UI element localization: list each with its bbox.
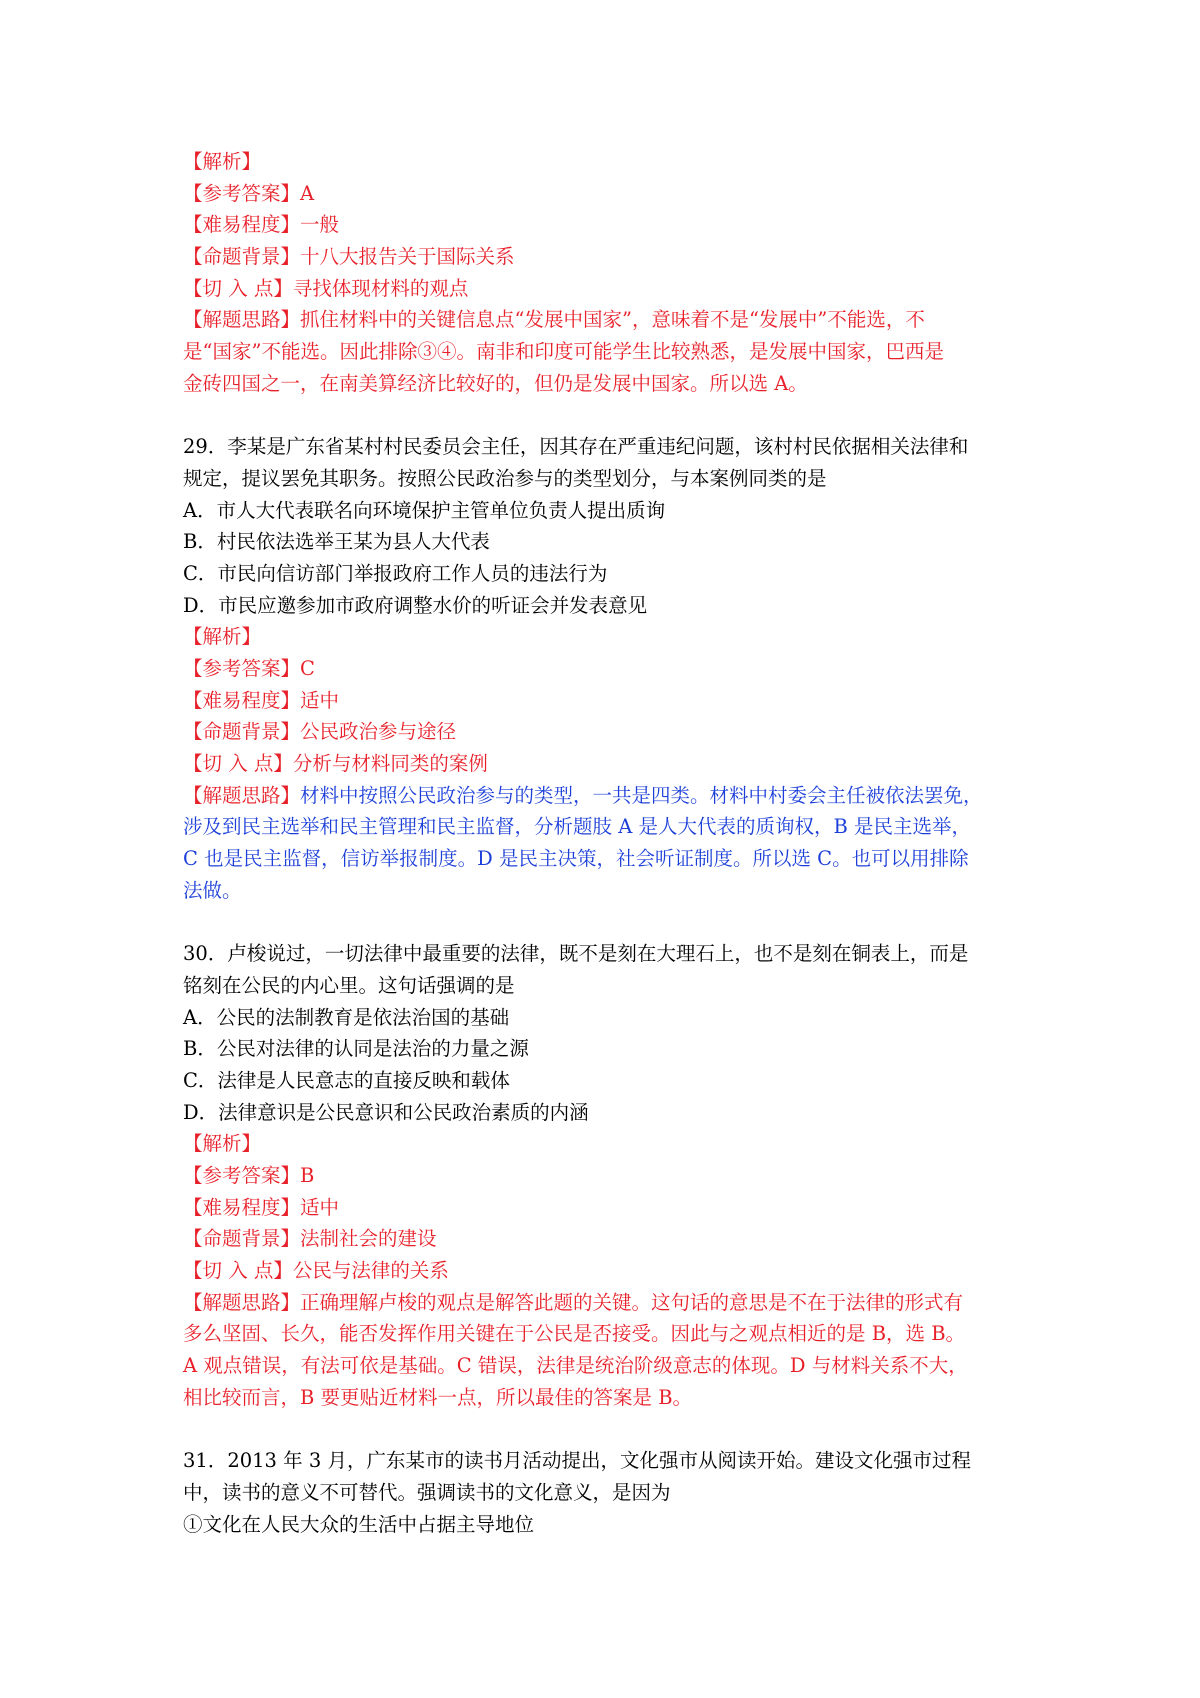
option-c: C．法律是人民意志的直接反映和载体 (183, 1068, 510, 1092)
entry-point: 【切 入 点】分析与材料同类的案例 (183, 752, 488, 776)
question-stem-line: 31．2013 年 3 月，广东某市的读书月活动提出，文化强市从阅读开始。建设文化强市过程 (183, 1449, 971, 1473)
solution-idea-line: 【解题思路】抓住材料中的关键信息点“发展中国家”，意味着不是“发展中”不能选，不 (183, 308, 925, 332)
option-b: B．公民对法律的认同是法治的力量之源 (183, 1037, 529, 1061)
question-stem-line: 30．卢梭说过，一切法律中最重要的法律，既不是刻在大理石上，也不是刻在铜表上，而是 (183, 942, 969, 966)
entry-point: 【切 入 点】寻找体现材料的观点 (183, 276, 469, 300)
entry-point: 【切 入 点】公民与法律的关系 (183, 1259, 449, 1283)
option-a: A．公民的法制教育是依法治国的基础 (183, 1005, 510, 1029)
option-b: B．村民依法选举王某为县人大代表 (183, 530, 490, 554)
reference-answer: 【参考答案】C (183, 657, 315, 680)
spacer (183, 400, 1028, 432)
document-page (183, 146, 1028, 1540)
question-30 (183, 938, 1028, 1413)
solution-idea-label: 【解题思路】 (183, 783, 301, 807)
question-stem-line: 规定，提议罢免其职务。按照公民政治参与的类型划分，与本案例同类的是 (183, 466, 827, 490)
question-31 (183, 1445, 1028, 1540)
spacer (183, 1414, 1028, 1446)
question-stem-line: 铭刻在公民的内心里。这句话强调的是 (183, 973, 515, 997)
solution-idea-line: 多么坚固、长久，能否发挥作用关键在于公民是否接受。因此与之观点相近的是 B，选 B。 (183, 1322, 966, 1346)
difficulty-level: 【难易程度】适中 (183, 688, 340, 712)
solution-idea-line: 金砖四国之一，在南美算经济比较好的，但仍是发展中国家。所以选 A。 (183, 371, 808, 395)
spacer (183, 907, 1028, 939)
question-background: 【命题背景】公民政治参与途径 (183, 720, 457, 744)
question-29 (183, 431, 1028, 906)
solution-idea-line: 涉及到民主选举和民主管理和民主监督，分析题肢 A 是人大代表的质询权，B 是民主选举， (183, 815, 972, 839)
solution-idea-line (183, 780, 1028, 812)
question-stem-line: 29．李某是广东省某村村民委员会主任，因其存在严重违纪问题，该村村民依据相关法律和 (183, 435, 969, 459)
solution-idea-line: 法做。 (183, 878, 242, 902)
solution-idea-line: C 也是民主监督，信访举报制度。D 是民主决策，社会听证制度。所以选 C。也可以用排除 (183, 847, 969, 871)
solution-idea-text: 材料中按照公民政治参与的类型，一共是四类。材料中村委会主任被依法罢免， (300, 783, 983, 807)
solution-idea-line: A 观点错误，有法可依是基础。C 错误，法律是统治阶级意志的体现。D 与材料关系不大， (183, 1354, 968, 1378)
q28-analysis-block (183, 146, 1028, 400)
question-stem-line: 中，读书的意义不可替代。强调读书的文化意义，是因为 (183, 1480, 671, 1504)
option-c: C．市民向信访部门举报政府工作人员的违法行为 (183, 561, 608, 585)
solution-idea-line: 相比较而言，B 要更贴近材料一点，所以最佳的答案是 B。 (183, 1385, 693, 1409)
analysis-heading: 【解析】 (183, 150, 262, 173)
question-background: 【命题背景】十八大报告关于国际关系 (183, 245, 515, 269)
analysis-heading: 【解析】 (183, 625, 262, 649)
solution-idea-line: 是“国家”不能选。因此排除③④。南非和印度可能学生比较熟悉，是发展中国家，巴西是 (183, 340, 944, 364)
question-background: 【命题背景】法制社会的建设 (183, 1227, 437, 1251)
reference-answer: 【参考答案】A (183, 181, 315, 205)
option-d: D．法律意识是公民意识和公民政治素质的内涵 (183, 1100, 589, 1124)
option-1: ①文化在人民大众的生活中占据主导地位 (183, 1512, 535, 1536)
analysis-heading: 【解析】 (183, 1132, 262, 1156)
option-d: D．市民应邀参加市政府调整水价的听证会并发表意见 (183, 593, 648, 617)
reference-answer: 【参考答案】B (183, 1164, 315, 1187)
difficulty-level: 【难易程度】适中 (183, 1195, 340, 1219)
solution-idea-line: 【解题思路】正确理解卢梭的观点是解答此题的关键。这句话的意思是不在于法律的形式有 (183, 1290, 964, 1314)
difficulty-level: 【难易程度】一般 (183, 213, 340, 237)
option-a: A．市人大代表联名向环境保护主管单位负责人提出质询 (183, 498, 666, 522)
